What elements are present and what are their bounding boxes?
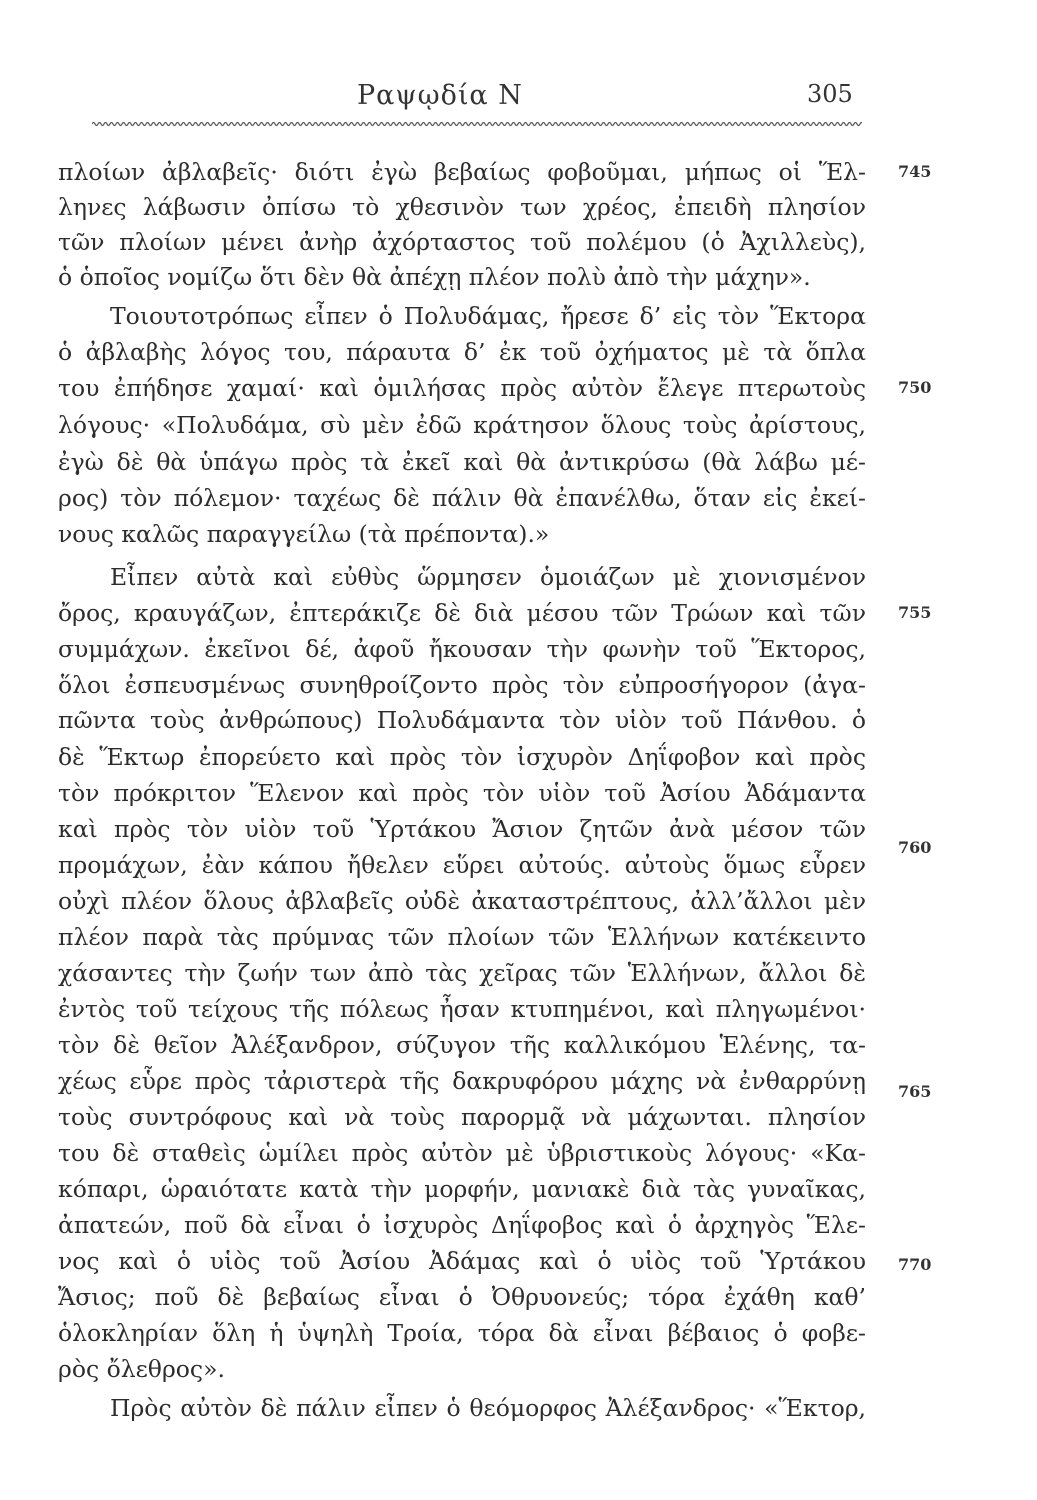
line-number-755: 755 <box>898 603 932 622</box>
text-line: τοὺς συντρόφους καὶ νὰ τοὺς παρορμᾷ νὰ μάχωνται. πλησίον <box>58 1103 866 1131</box>
text-line: του ἐπήδησε χαμαί· καὶ ὁμιλήσας πρὸς αὐτὸν ἔλεγε πτερωτοὺς <box>58 374 866 402</box>
text-line: τὸν δὲ θεῖον Ἀλέξανδρον, σύζυγον τῆς καλλικόμου Ἑλένης, τα- <box>58 1031 866 1059</box>
line-number-760: 760 <box>898 838 932 857</box>
text-line: προμάχων, ἐὰν κάπου ἤθελεν εὕρει αὐτούς. αὐτοὺς ὅμως εὗρεν <box>58 851 866 879</box>
text-line: του δὲ σταθεὶς ὡμίλει πρὸς αὐτὸν μὲ ὑβριστικοὺς λόγους· «Κα- <box>58 1139 866 1167</box>
text-line: Ἄσιος; ποῦ δὲ βεβαίως εἶναι ὁ Ὀθρυονεύς; τόρα ἐχάθη καθ’ <box>58 1283 866 1311</box>
line-number-745: 745 <box>898 162 932 181</box>
text-line: χέως εὗρε πρὸς τἀριστερὰ τῆς δακρυφόρου μάχης νὰ ἐνθαρρύνῃ <box>58 1067 866 1095</box>
text-line: Πρὸς αὐτὸν δὲ πάλιν εἶπεν ὁ θεόμορφος Ἀλέξανδρος· «Ἕκτορ, <box>110 1394 866 1422</box>
text-line: οὐχὶ πλέον ὅλους ἀβλαβεῖς οὐδὲ ἀκαταστρέπτους, ἀλλ’ἄλλοι μὲν <box>58 887 866 915</box>
text-line: νος καὶ ὁ υἱὸς τοῦ Ἀσίου Ἀδάμας καὶ ὁ υἱὸς τοῦ Ὑρτάκου <box>58 1247 866 1275</box>
text-line: ρὸς ὄλεθρος». <box>58 1355 225 1383</box>
text-line: χάσαντες τὴν ζωήν των ἀπὸ τὰς χεῖρας τῶν Ἑλλήνων, ἄλλοι δὲ <box>58 959 866 987</box>
text-line: κόπαρι, ὡραιότατε κατὰ τὴν μορφήν, μανιακὲ διὰ τὰς γυναῖκας, <box>58 1175 866 1203</box>
text-line: τὸν πρόκριτον Ἕλενον καὶ πρὸς τὸν υἱὸν τοῦ Ἀσίου Ἀδάμαντα <box>58 779 866 807</box>
text-line: ὁλοκληρίαν ὅλη ἡ ὑψηλὴ Τροία, τόρα δὰ εἶναι βέβαιος ὁ φοβε- <box>58 1319 866 1347</box>
text-line: συμμάχων. ἐκεῖνοι δέ, ἀφοῦ ἤκουσαν τὴν φωνὴν τοῦ Ἕκτορος, <box>58 635 866 663</box>
line-number-750: 750 <box>898 378 932 397</box>
text-line: ὅλοι ἐσπευσμένως συνηθροίζοντο πρὸς τὸν εὐπροσήγορον (ἀγα- <box>58 671 866 699</box>
text-line: ἀπατεών, ποῦ δὰ εἶναι ὁ ἰσχυρὸς Δηΐφοβος καὶ ὁ ἀρχηγὸς Ἕλε- <box>58 1211 866 1239</box>
text-line: ὁ ἀβλαβὴς λόγος του, πάραυτα δ’ ἐκ τοῦ ὀχήματος μὲ τὰ ὅπλα <box>58 338 866 366</box>
text-line: πλοίων ἀβλαβεῖς· διότι ἐγὼ βεβαίως φοβοῦμαι, μήπως οἱ Ἕλ- <box>58 158 866 186</box>
header-wavy-rule <box>92 120 862 128</box>
text-line: καὶ πρὸς τὸν υἱὸν τοῦ Ὑρτάκου Ἄσιον ζητῶν ἀνὰ μέσον τῶν <box>58 815 866 843</box>
page-number: 305 <box>807 80 853 108</box>
line-number-765: 765 <box>898 1082 932 1101</box>
text-line: ἐντὸς τοῦ τείχους τῆς πόλεως ἦσαν κτυπημένοι, καὶ πληγωμένοι· <box>58 995 866 1023</box>
text-line: Εἶπεν αὐτὰ καὶ εὐθὺς ὥρμησεν ὁμοιάζων μὲ χιονισμένον <box>110 563 866 591</box>
page-title: Ραψῳδία Ν <box>357 80 523 111</box>
text-line: πῶντα τοὺς ἀνθρώπους) Πολυδάμαντα τὸν υἱὸν τοῦ Πάνθου. ὁ <box>58 706 866 734</box>
text-line: πλέον παρὰ τὰς πρύμνας τῶν πλοίων τῶν Ἑλλήνων κατέκειντο <box>58 923 866 951</box>
text-line: ρος) τὸν πόλεμον· ταχέως δὲ πάλιν θὰ ἐπανέλθω, ὅταν εἰς ἐκεί- <box>58 484 866 512</box>
text-line: ἐγὼ δὲ θὰ ὑπάγω πρὸς τὰ ἐκεῖ καὶ θὰ ἀντικρύσω (θὰ λάβω μέ- <box>58 448 866 476</box>
text-line: δὲ Ἕκτωρ ἐπορεύετο καὶ πρὸς τὸν ἰσχυρὸν Δηΐφοβον καὶ πρὸς <box>58 743 866 771</box>
text-line: λόγους· «Πολυδάμα, σὺ μὲν ἐδῶ κράτησον ὅλους τοὺς ἀρίστους, <box>58 411 866 439</box>
text-line: τῶν πλοίων μένει ἀνὴρ ἀχόρταστος τοῦ πολέμου (ὁ Ἀχιλλεὺς), <box>58 228 866 256</box>
text-line: ληνες λάβωσιν ὀπίσω τὸ χθεσινὸν των χρέος, ἐπειδὴ πλησίον <box>58 193 866 221</box>
text-line: ὄρος, κραυγάζων, ἐπτεράκιζε δὲ διὰ μέσου τῶν Τρώων καὶ τῶν <box>58 599 866 627</box>
text-line: ὁ ὁποῖος νομίζω ὅτι δὲν θὰ ἀπέχῃ πλέον πολὺ ἀπὸ τὴν μάχην». <box>58 263 811 291</box>
text-line: Τοιουτοτρόπως εἶπεν ὁ Πολυδάμας, ἤρεσε δ’ εἰς τὸν Ἕκτορα <box>110 302 866 330</box>
text-line: νους καλῶς παραγγείλω (τὰ πρέποντα).» <box>58 520 550 548</box>
line-number-770: 770 <box>898 1255 932 1274</box>
